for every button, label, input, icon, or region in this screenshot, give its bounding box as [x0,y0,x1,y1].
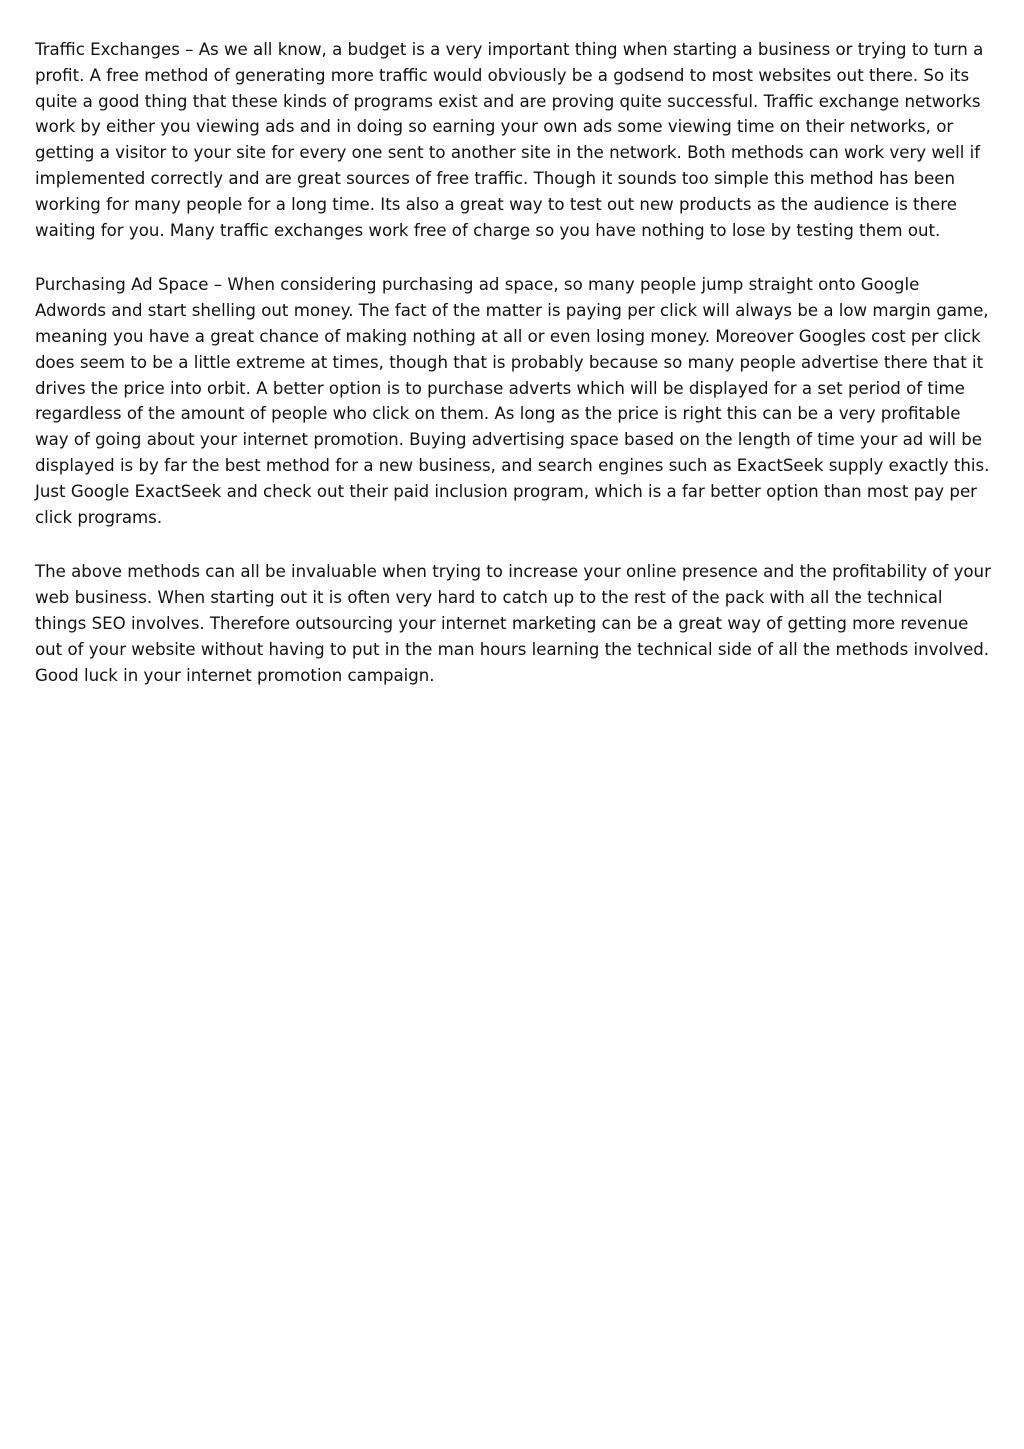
text-line: Adwords and start shelling out money. The fact of the matter is paying per click will always be a low margin game, [35,301,989,321]
text-line: The above methods can all be invaluable when trying to increase your online presence and the profitability of your [35,562,991,582]
text-line: displayed is by far the best method for a new business, and search engines such as ExactSeek supply exactly this. [35,455,990,475]
text-line: working for many people for a long time. Its also a great way to test out new products as the audience is there [35,194,957,214]
text-line: way of going about your internet promotion. Buying advertising space based on the length of time your ad will be [35,430,982,450]
text-line: waiting for you. Many traffic exchanges work free of charge so you have nothing to lose by testing them out. [35,220,941,240]
text-line: profit. A free method of generating more traffic would obviously be a godsend to most websites out there. So its [35,65,970,85]
text-line: web business. When starting out it is often very hard to catch up to the rest of the pack with all the technical [35,588,943,608]
text-line: quite a good thing that these kinds of programs exist and are proving quite successful. Traffic exchange networks [35,91,981,111]
paragraph-purchasing-ad-space [35,272,995,530]
text-line: out of your website without having to put in the man hours learning the technical side of all the methods involved. [35,639,990,659]
text-line: Purchasing Ad Space – When considering purchasing ad space, so many people jump straight onto Google [35,275,920,295]
text-line: implemented correctly and are great sources of free traffic. Though it sounds too simple this method has been [35,168,956,188]
text-line: getting a visitor to your site for every one sent to another site in the network. Both methods can work very well if [35,143,981,163]
paragraph-traffic-exchanges [35,37,995,243]
text-line: click programs. [35,507,163,527]
text-line: meaning you have a great chance of making nothing at all or even losing money. Moreover Googles cost per click [35,326,981,346]
text-line: work by either you viewing ads and in doing so earning your own ads some viewing time on their networks, or [35,117,954,137]
text-line: Traffic Exchanges – As we all know, a budget is a very important thing when starting a business or trying to turn a [35,40,984,59]
text-line: regardless of the amount of people who click on them. As long as the price is right this can be a very profitable [35,404,961,424]
text-line: does seem to be a little extreme at times, though that is probably because so many people advertise there that it [35,352,984,372]
document-body [35,37,995,688]
text-line: things SEO involves. Therefore outsourcing your internet marketing can be a great way of getting more revenue [35,613,969,633]
text-line: Good luck in your internet promotion campaign. [35,665,435,685]
text-line: Just Google ExactSeek and check out their paid inclusion program, which is a far better option than most pay per [35,481,977,501]
paragraph-conclusion [35,559,995,688]
text-line: drives the price into orbit. A better option is to purchase adverts which will be displayed for a set period of time [35,378,965,398]
